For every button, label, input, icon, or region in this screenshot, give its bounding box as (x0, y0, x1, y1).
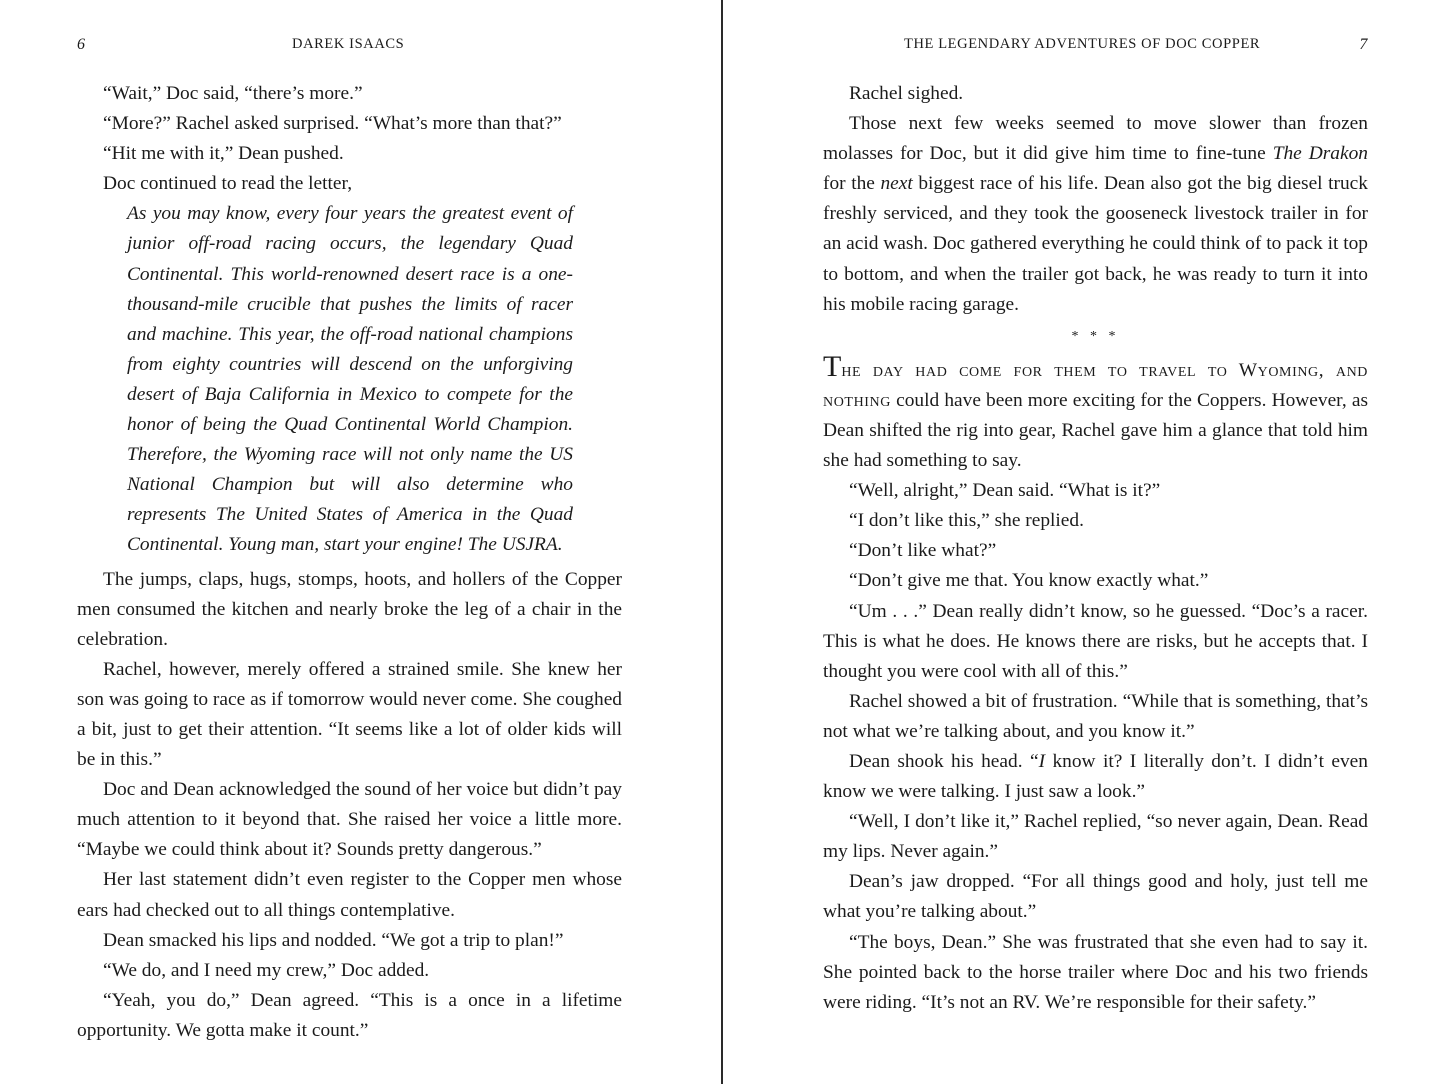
page-number: 7 (1359, 36, 1368, 53)
paragraph: Rachel sighed. (849, 83, 964, 104)
paragraph: Rachel showed a bit of frustration. “While that is something, that’s not what we’re talking about, and you know it.” (823, 690, 1373, 742)
paragraph (823, 747, 1373, 807)
paragraph: “Yeah, you do,” Dean agreed. “This is a once in a lifetime opportunity. We gotta make it count.” (77, 989, 627, 1041)
paragraph: Dean’s jaw dropped. “For all things good and holy, just tell me what you’re talking about.” (823, 871, 1373, 923)
text-run: for the (823, 143, 1373, 195)
page-number: 6 (77, 36, 86, 53)
text-run: know it? I literally don’t. I didn’t even know we were talking. I just saw a look.” (823, 750, 1373, 803)
paragraph: “I don’t like this,” she replied. (849, 510, 1084, 532)
paragraph: “Well, alright,” Dean said. “What is it?” (849, 480, 1161, 502)
paragraph: “The boys, Dean.” She was frustrated that she even had to say it. She pointed back to the horse trailer where Doc and his two friends were riding. “It’s not an RV. We’re responsible for their safety.” (823, 931, 1373, 1013)
text-run: Dean shook his head. “ (849, 750, 1039, 772)
quoted-letter: As you may know, every four years the greatest event of junior off-road racing occurs, the legendary Quad Continental. This world-renowned desert race is a one-thousand-mile crucible that pushes the limits of racer and machine. This year, the off-road national champions from eighty countries will descend on the unforgiving desert of Baja California in Mexico to compete for the honor of being the Quad Continental World Champion. Therefore, the Wyoming race will not only name the US National Champion but will also determine who represents The United States of America in the Quad Continental. Young man, start your engine! The USJRA. (127, 203, 578, 556)
page-gutter (721, 0, 723, 1084)
paragraph: “More?” Rachel asked surprised. “What’s more than that?” (103, 113, 562, 135)
paragraph: “Don’t give me that. You know exactly what.” (849, 570, 1209, 592)
running-head-title: THE LEGENDARY ADVENTURES OF DOC COPPER (904, 36, 1261, 52)
paragraph: Dean smacked his lips and nodded. “We got a trip to plan!” (103, 929, 564, 951)
text-run: biggest race of his life. Dean also got the big diesel truck freshly serviced, and they took the gooseneck livestock trailer in for an acid wash. Doc gathered everything he could think of to pack it top to bottom, and when the trailer got back, he was ready to turn it into his mobile racing garage. (823, 173, 1373, 315)
right-page-body (823, 79, 1374, 1018)
right-page (823, 0, 1374, 1084)
paragraph: The jumps, claps, hugs, stomps, hoots, and hollers of the Copper men consumed the kitchen and nearly broke the leg of a chair in the celebration. (77, 568, 627, 650)
text-run: could have been more exciting for the Coppers. However, as Dean shifted the rig into gear, Rachel gave him a glance that told him she had something to say. (823, 389, 1373, 472)
text-run: Those next few weeks seemed to move slower than frozen molasses for Doc, but it did give him time to fine-tune (823, 113, 1373, 165)
chapter-opening-paragraph (823, 349, 1374, 476)
emphasis-italic: I (1038, 750, 1046, 772)
left-page-header (77, 36, 622, 56)
paragraph: “Well, I don’t like it,” Rachel replied, “so never again, Dean. Read my lips. Never again.” (823, 811, 1373, 863)
emphasis-italic: next (880, 173, 913, 195)
left-page-body (77, 79, 627, 1046)
book-title-italic: The Drakon (1272, 143, 1368, 165)
paragraph: Rachel, however, merely offered a strained smile. She knew her son was going to race as if tomorrow would never come. She coughed a bit, just to get their attention. “It seems like a lot of older kids will be in this.” (77, 658, 627, 771)
paragraph: “We do, and I need my crew,” Doc added. (103, 959, 430, 981)
paragraph (823, 109, 1373, 320)
small-caps-lead: he day had come for them to travel to Wyoming, and nothing (823, 359, 1374, 411)
running-head-author: DAREK ISAACS (292, 36, 405, 52)
right-page-header (823, 36, 1368, 56)
paragraph: Doc and Dean acknowledged the sound of her voice but didn’t pay much attention to it beyond that. She raised her voice a little more. “Maybe we could think about it? Sounds pretty dangerous.” (77, 779, 627, 861)
paragraph: “Hit me with it,” Dean pushed. (103, 143, 344, 165)
drop-cap: T (823, 349, 842, 383)
scene-break: * * * (1071, 328, 1120, 344)
paragraph: “Wait,” Doc said, “there’s more.” (103, 83, 363, 104)
left-page (77, 0, 627, 1084)
paragraph: Her last statement didn’t even register to the Copper men whose ears had checked out to all things contemplative. (77, 869, 627, 921)
paragraph: “Don’t like what?” (849, 540, 997, 562)
paragraph: Doc continued to read the letter, (103, 173, 353, 195)
paragraph: “Um . . .” Dean really didn’t know, so he guessed. “Doc’s a racer. This is what he does. He knows there are risks, but he accepts that. I thought you were cool with all of this.” (823, 600, 1373, 682)
